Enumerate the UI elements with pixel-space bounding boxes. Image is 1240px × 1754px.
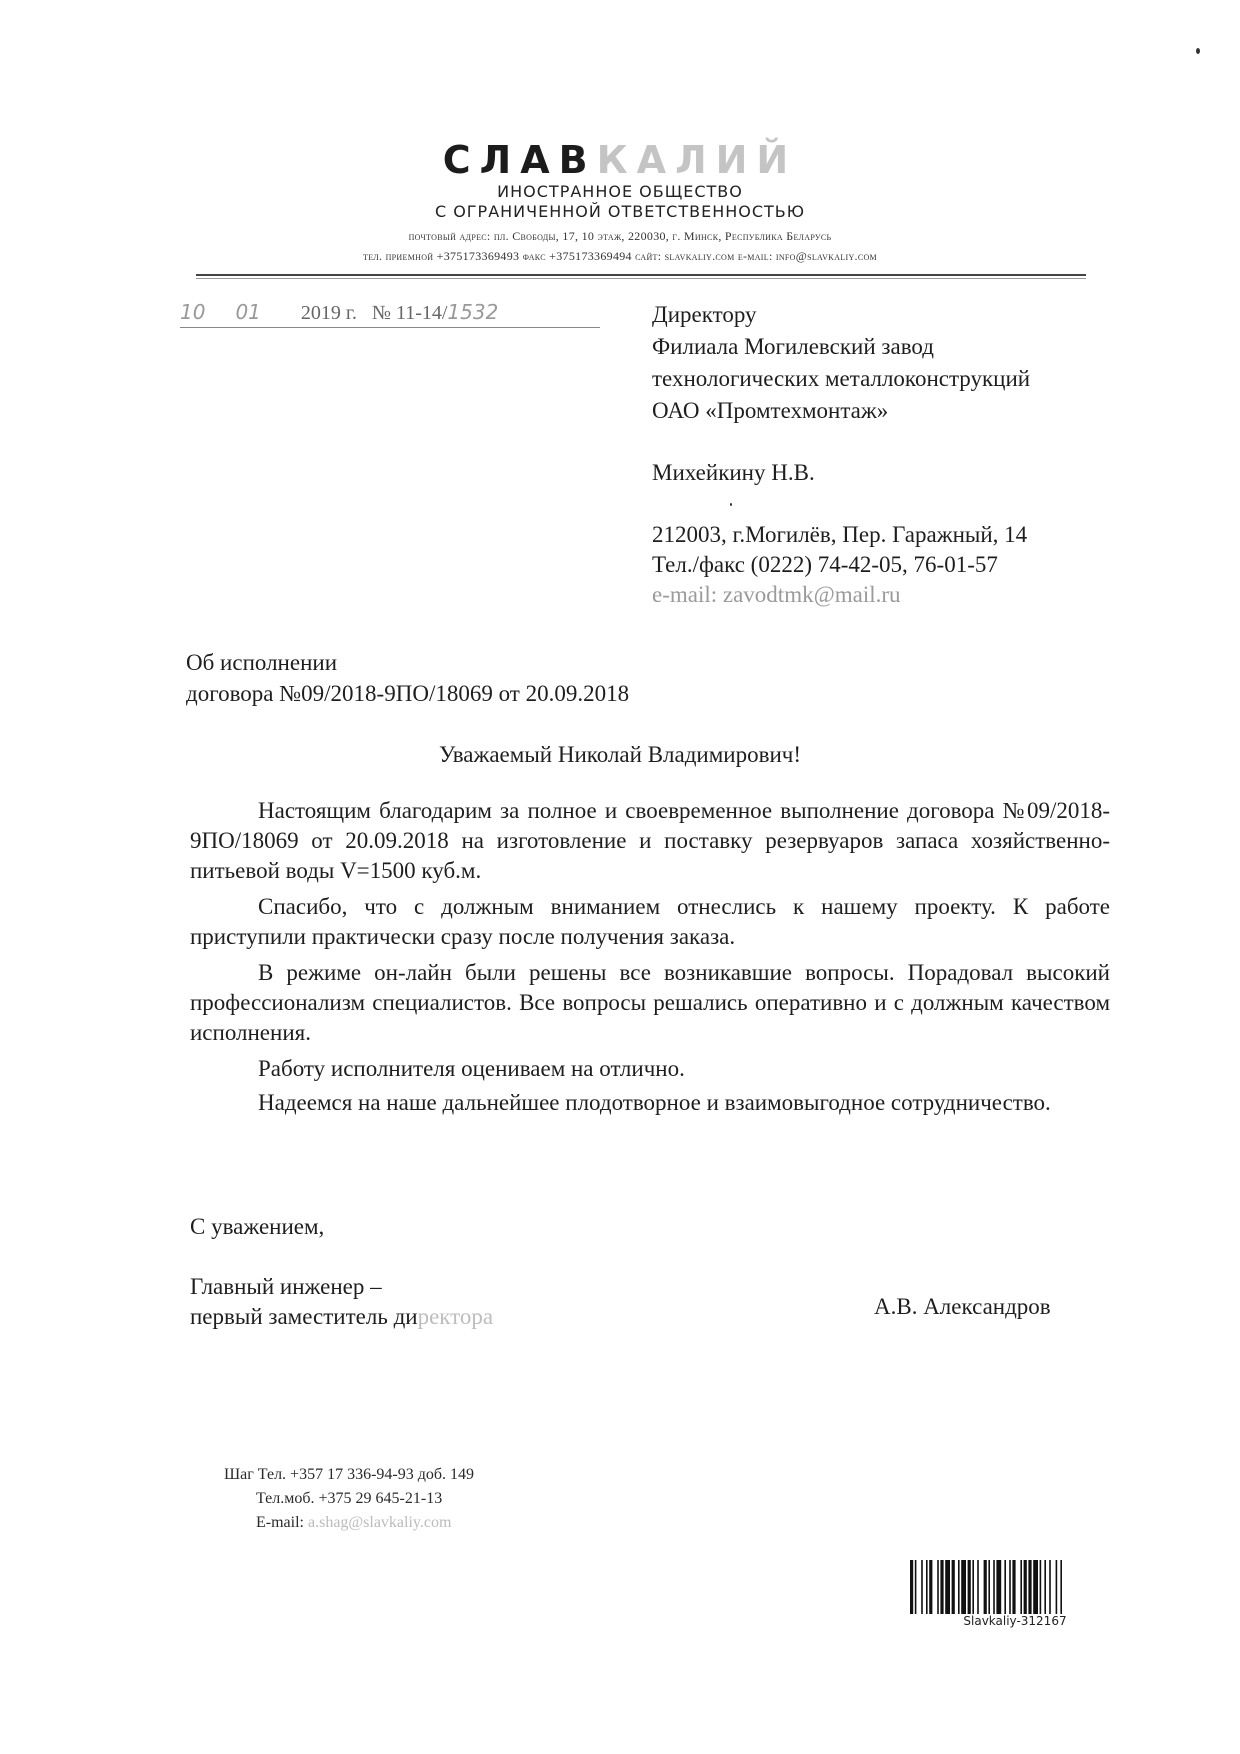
barcode-bar [915,1560,917,1614]
date-year: 2019 г. [300,302,357,324]
addressee-address: 212003, г.Могилёв, Пер. Гаражный, 14 [652,522,1028,547]
signatory-title-dark: первый заместитель ди [190,1304,418,1329]
barcode-bar [1049,1560,1051,1614]
logo-text-dark: СЛАВ [442,138,597,182]
letterhead-rule-thin [196,278,1086,279]
closing: С уважением, [190,1214,325,1239]
scan-speck [730,503,732,506]
barcode-bar [952,1560,955,1614]
barcode-bar [921,1560,923,1614]
barcode-bar [996,1560,1001,1614]
barcode-label: Slavkaliy-312167 [963,1614,1067,1628]
barcode-bar [940,1560,943,1614]
barcode-bar [977,1560,979,1614]
body-paragraph-1: Настоящим благодарим за полное и своевременное выполнение договора №09/2018-9ПО/18069 от 20.09.2018 на изготовление и поставку резервуаров запаса хозяйственно-питьевой воды V=1500 куб.м. [190,798,1110,883]
footer-contact-mobile: Тел.моб. +375 29 645-21-13 [256,1490,443,1507]
body-paragraph-5: Надеемся на наше дальнейшее плодотворное и взаимовыгодное сотрудничество. [258,1090,1051,1115]
barcode-bar [1040,1560,1042,1614]
signatory-name: А.В. Александров [874,1294,1051,1319]
barcode-bar [1028,1560,1031,1614]
company-type-line1: ИНОСТРАННОЕ ОБЩЕСТВО [497,182,743,201]
addressee-line4: ОАО «Промтехмонтаж» [652,398,889,423]
addressee-line3: технологических металлоконструкций [652,366,1031,391]
date-month: 01 [235,300,261,324]
date-day: 10 [180,300,206,324]
addressee-phone: Тел./факс (0222) 74-42-05, 76-01-57 [652,552,998,577]
barcode-image [910,1560,1120,1614]
scan-speck [1196,48,1200,54]
addressee-line1: Директору [652,302,757,327]
barcode-bar [1009,1560,1011,1614]
outgoing-date-number [180,300,600,328]
signatory-title-line2 [190,1302,493,1332]
barcode-bar [972,1560,974,1614]
letterhead-rule [196,274,1086,276]
barcode-bar [1012,1560,1015,1614]
barcode-bar [1033,1560,1038,1614]
barcode-bar [926,1560,928,1614]
barcode-bar [988,1560,990,1614]
barcode-bar [1020,1560,1022,1614]
addressee-email: e-mail: zavodtmk@mail.ru [652,582,901,607]
addressee-name: Михейкину Н.В. [652,460,815,485]
logo-text-light: КАЛИЙ [596,138,798,182]
barcode-bar [945,1560,950,1614]
company-type-line2: С ОГРАНИЧЕННОЙ ОТВЕТСТВЕННОСТЬЮ [434,202,806,221]
company-logo [0,138,1240,182]
barcode-bar [984,1560,987,1614]
body-paragraph-4: Работу исполнителя оцениваем на отлично. [258,1056,685,1081]
contact-phones: тел. приемной +375173369493 факс +375173369494 сайт: slavkaliy.com e-mail: info@slavkaliy.com [363,249,877,263]
addressee-line2: Филиала Могилевский завод [652,334,934,359]
barcode-bar [929,1560,932,1614]
signatory-title-line1: Главный инженер – [190,1274,382,1299]
barcode-bar [993,1560,995,1614]
number-handwritten: 1532 [447,300,499,324]
greeting: Уважаемый Николай Владимирович! [439,742,801,767]
barcode-bar [961,1560,966,1614]
barcode-bar [1024,1560,1027,1614]
barcode-bar [1044,1560,1046,1614]
subject-line1: Об исполнении [186,650,338,675]
footer-email-label: E-mail: [256,1514,308,1531]
barcode-bar [968,1560,971,1614]
footer-email-value: a.shag@slavkaliy.com [307,1514,452,1531]
barcode-bar [1060,1560,1062,1614]
barcode-bar [1004,1560,1006,1614]
body-paragraph-3: В режиме он-лайн были решены все возникавшие вопросы. Порадовал высокий профессионализм специалистов. Все вопросы решались оперативно и с должным качеством исполнения. [190,960,1110,1045]
number-prefix: № 11-14/ [371,302,448,324]
signatory-title-faded: ректора [417,1304,494,1329]
subject-line2: договора №09/2018-9ПО/18069 от 20.09.2018 [186,681,630,706]
barcode-bar [937,1560,939,1614]
barcode-bar [1056,1560,1058,1614]
body-paragraph-2: Спасибо, что с должным вниманием отнеслись к нашему проекту. К работе приступили практически сразу после получения заказа. [190,894,1110,949]
barcode-bar [910,1560,913,1614]
footer-contact-email [256,1512,451,1534]
postal-address: почтовый адрес: пл. Свободы, 17, 10 этаж, 220030, г. Минск, Республика Беларусь [408,229,832,243]
barcode-bar [958,1560,960,1614]
footer-contact-phone: Шаг Тел. +357 17 336-94-93 доб. 149 [224,1466,475,1483]
